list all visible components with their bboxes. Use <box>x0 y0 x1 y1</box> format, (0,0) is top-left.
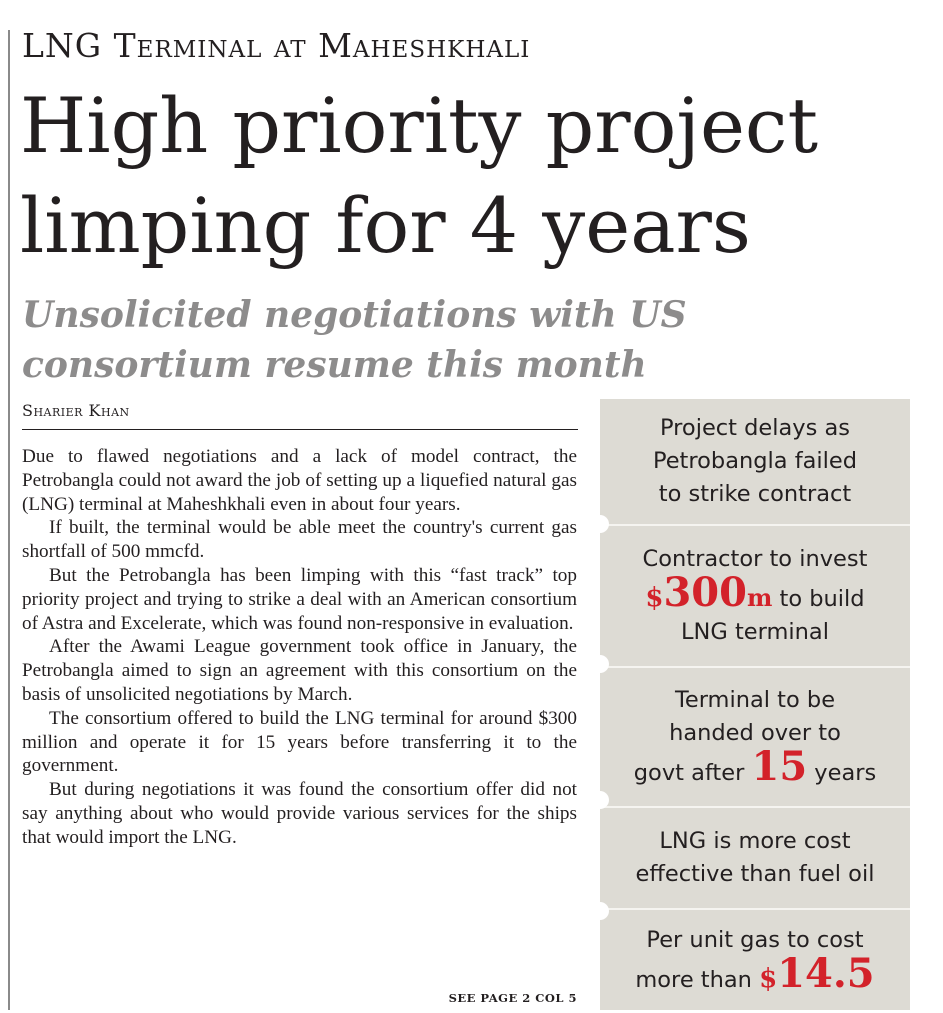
byline: Sharier Khan <box>22 401 130 420</box>
factbox-text: LNG is more cost <box>659 828 851 854</box>
paragraph: But during negotiations it was found the consortium offer did not say anything about who would provide various services for the ships that would import the LNG. <box>22 779 577 848</box>
factbox-text: Petrobangla failed <box>652 448 858 474</box>
factbox-notch <box>591 791 609 809</box>
paragraph: But the Petrobangla has been limping with this “fast track” top priority project and trying to strike a deal with an American consortium of Astra and Excelerate, which was found non-responsive in evaluation. <box>22 564 577 634</box>
factbox-text: LNG terminal <box>681 619 829 645</box>
highlight-price: 14.5 <box>777 949 875 997</box>
factbox-item-investment <box>600 526 910 666</box>
deck-subheadline <box>22 290 722 390</box>
factbox-text <box>633 743 877 790</box>
left-column-rule <box>8 30 10 1010</box>
deck-line-2: consortium resume this month <box>22 344 647 386</box>
factbox-text: govt after <box>633 760 752 786</box>
factbox-text: more than <box>635 966 760 993</box>
factbox-item-cost-effective <box>600 808 910 908</box>
factbox-text: effective than fuel oil <box>635 861 875 887</box>
paragraph: After the Awami League government took office in January, the Petrobangla aimed to sign an agreement with this consortium on the basis of unsolicited negotiations by March. <box>22 636 577 705</box>
paragraph: The consortium offered to build the LNG terminal for around $300 million and operate it for 15 years before transferring it to the government. <box>22 707 577 777</box>
article-body <box>22 445 577 850</box>
highlight-currency: $ <box>645 583 664 613</box>
factbox-text: handed over to <box>669 720 841 746</box>
factbox-text <box>635 949 875 997</box>
highlight-currency: $ <box>759 963 778 994</box>
factbox-text <box>643 569 868 616</box>
factbox-text: to build <box>772 586 865 612</box>
paragraph: If built, the terminal would be able meet the country's current gas shortfall of 500 mmcfd. <box>22 517 577 563</box>
headline <box>20 76 920 276</box>
headline-line-2: limping for 4 years <box>20 181 751 270</box>
factbox-text: Contractor to invest <box>642 546 868 572</box>
factbox-item-project-delays <box>600 399 910 524</box>
factbox-text: to strike contract <box>658 481 852 507</box>
paragraph: Due to flawed negotiations and a lack of model contract, the Petrobangla could not award the job of setting up a liquefied natural gas (LNG) terminal at Maheshkhali even in about four years. <box>22 446 577 515</box>
headline-line-1: High priority project <box>20 81 819 170</box>
factbox-sidebar <box>600 399 910 1010</box>
factbox-text: years <box>807 760 877 786</box>
deck-line-1: Unsolicited negotiations with US <box>22 294 687 336</box>
factbox-text: Per unit gas to cost <box>646 926 864 953</box>
highlight-amount: 300 <box>663 569 747 616</box>
highlight-unit: m <box>746 583 773 612</box>
continuation-jump-link[interactable]: SEE PAGE 2 COL 5 <box>448 991 577 1005</box>
factbox-item-handover <box>600 668 910 806</box>
factbox-text: Terminal to be <box>674 687 836 713</box>
factbox-text: Project delays as <box>660 415 850 441</box>
kicker: LNG Terminal at Maheshkhali <box>22 26 531 65</box>
byline-divider <box>22 429 578 430</box>
highlight-years: 15 <box>751 743 808 790</box>
factbox-item-unit-cost <box>600 910 910 1010</box>
